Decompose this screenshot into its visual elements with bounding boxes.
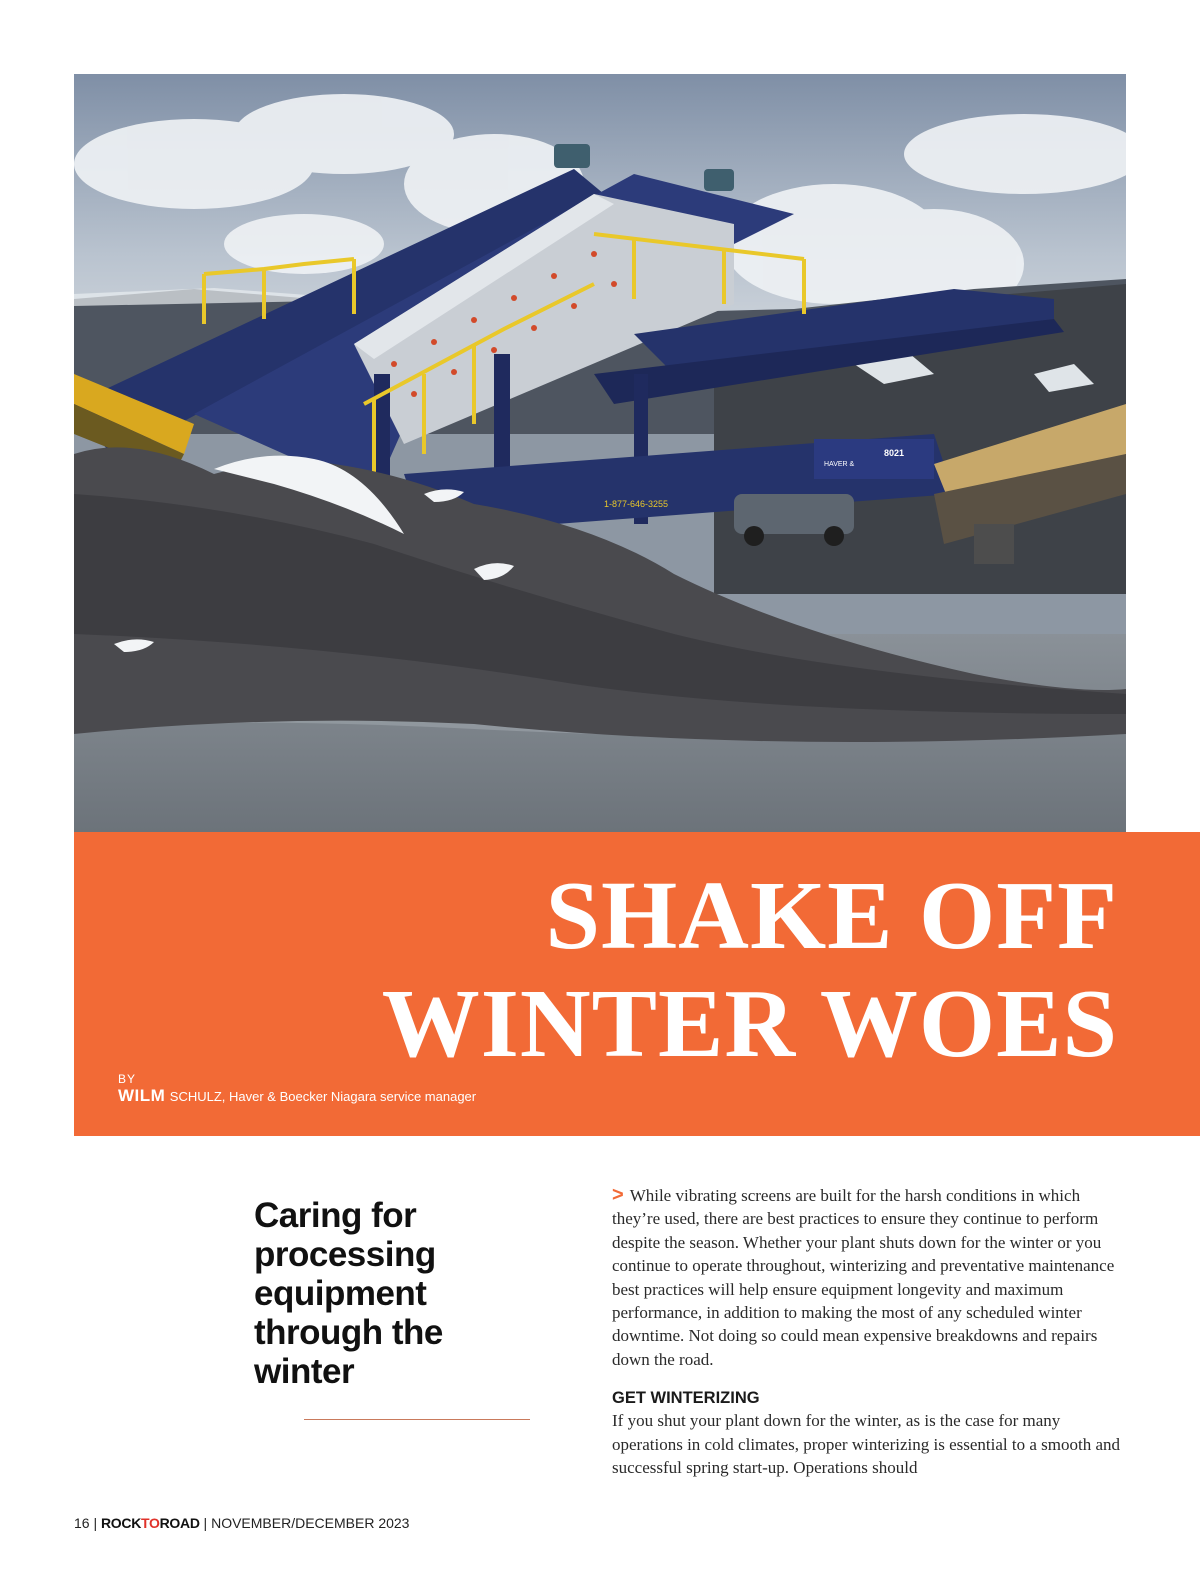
- unit-number-marking: 8021: [884, 448, 905, 458]
- subtitle-divider: [304, 1419, 530, 1420]
- title-line-2: WINTER WOES: [381, 970, 1118, 1078]
- byline-label: BY: [118, 1072, 137, 1086]
- title-banner: [74, 832, 1200, 1136]
- trailer-brand-marking: HAVER &: [824, 461, 855, 468]
- logo-rock: ROCK: [101, 1515, 142, 1531]
- article-subtitle: Caring for processing equipment through the winter: [254, 1196, 443, 1391]
- author-credit: SCHULZ, Haver & Boecker Niagara service manager: [169, 1089, 477, 1104]
- logo-to: TO: [141, 1515, 160, 1531]
- section-paragraph: If you shut your plant down for the winter, as is the case for many operations in cold climates, proper winterizing is essential to a smooth and successful spring start-up. Operations should: [612, 1411, 1120, 1478]
- page-number: 16: [74, 1515, 90, 1531]
- intro-arrow-icon: >: [612, 1184, 624, 1206]
- article-body: [612, 1184, 1132, 1479]
- article-title: [382, 862, 1118, 1078]
- footer-separator-2: |: [203, 1515, 208, 1531]
- intro-text: While vibrating screens are built for the harsh conditions in which they’re used, there are best practices to ensure they continue to perform despite the season. Whether your plant shuts down for the winter or you continue to operate throughout, winterizing and preventative maintenance best practices will help ensure equipment longevity and maximum performance, in addition to making the most of any scheduled winter downtime. Not doing so could mean expensive breakdowns and repairs down the road.: [612, 1186, 1115, 1369]
- page-footer: [74, 1515, 409, 1531]
- byline: [118, 1072, 476, 1106]
- intro-paragraph: [612, 1184, 1132, 1371]
- magazine-logo: [101, 1515, 200, 1531]
- screening-plant-illustration: [74, 74, 1126, 832]
- logo-road: ROAD: [159, 1515, 200, 1531]
- section-heading: GET WINTERIZING: [612, 1389, 760, 1408]
- footer-separator: |: [93, 1515, 98, 1531]
- hero-photo: [74, 74, 1126, 832]
- title-line-1: SHAKE OFF: [545, 862, 1118, 970]
- trailer-phone-marking: 1-877-646-3255: [604, 499, 669, 509]
- issue-date: NOVEMBER/DECEMBER 2023: [211, 1515, 410, 1531]
- author-first-name: WILM: [118, 1086, 166, 1105]
